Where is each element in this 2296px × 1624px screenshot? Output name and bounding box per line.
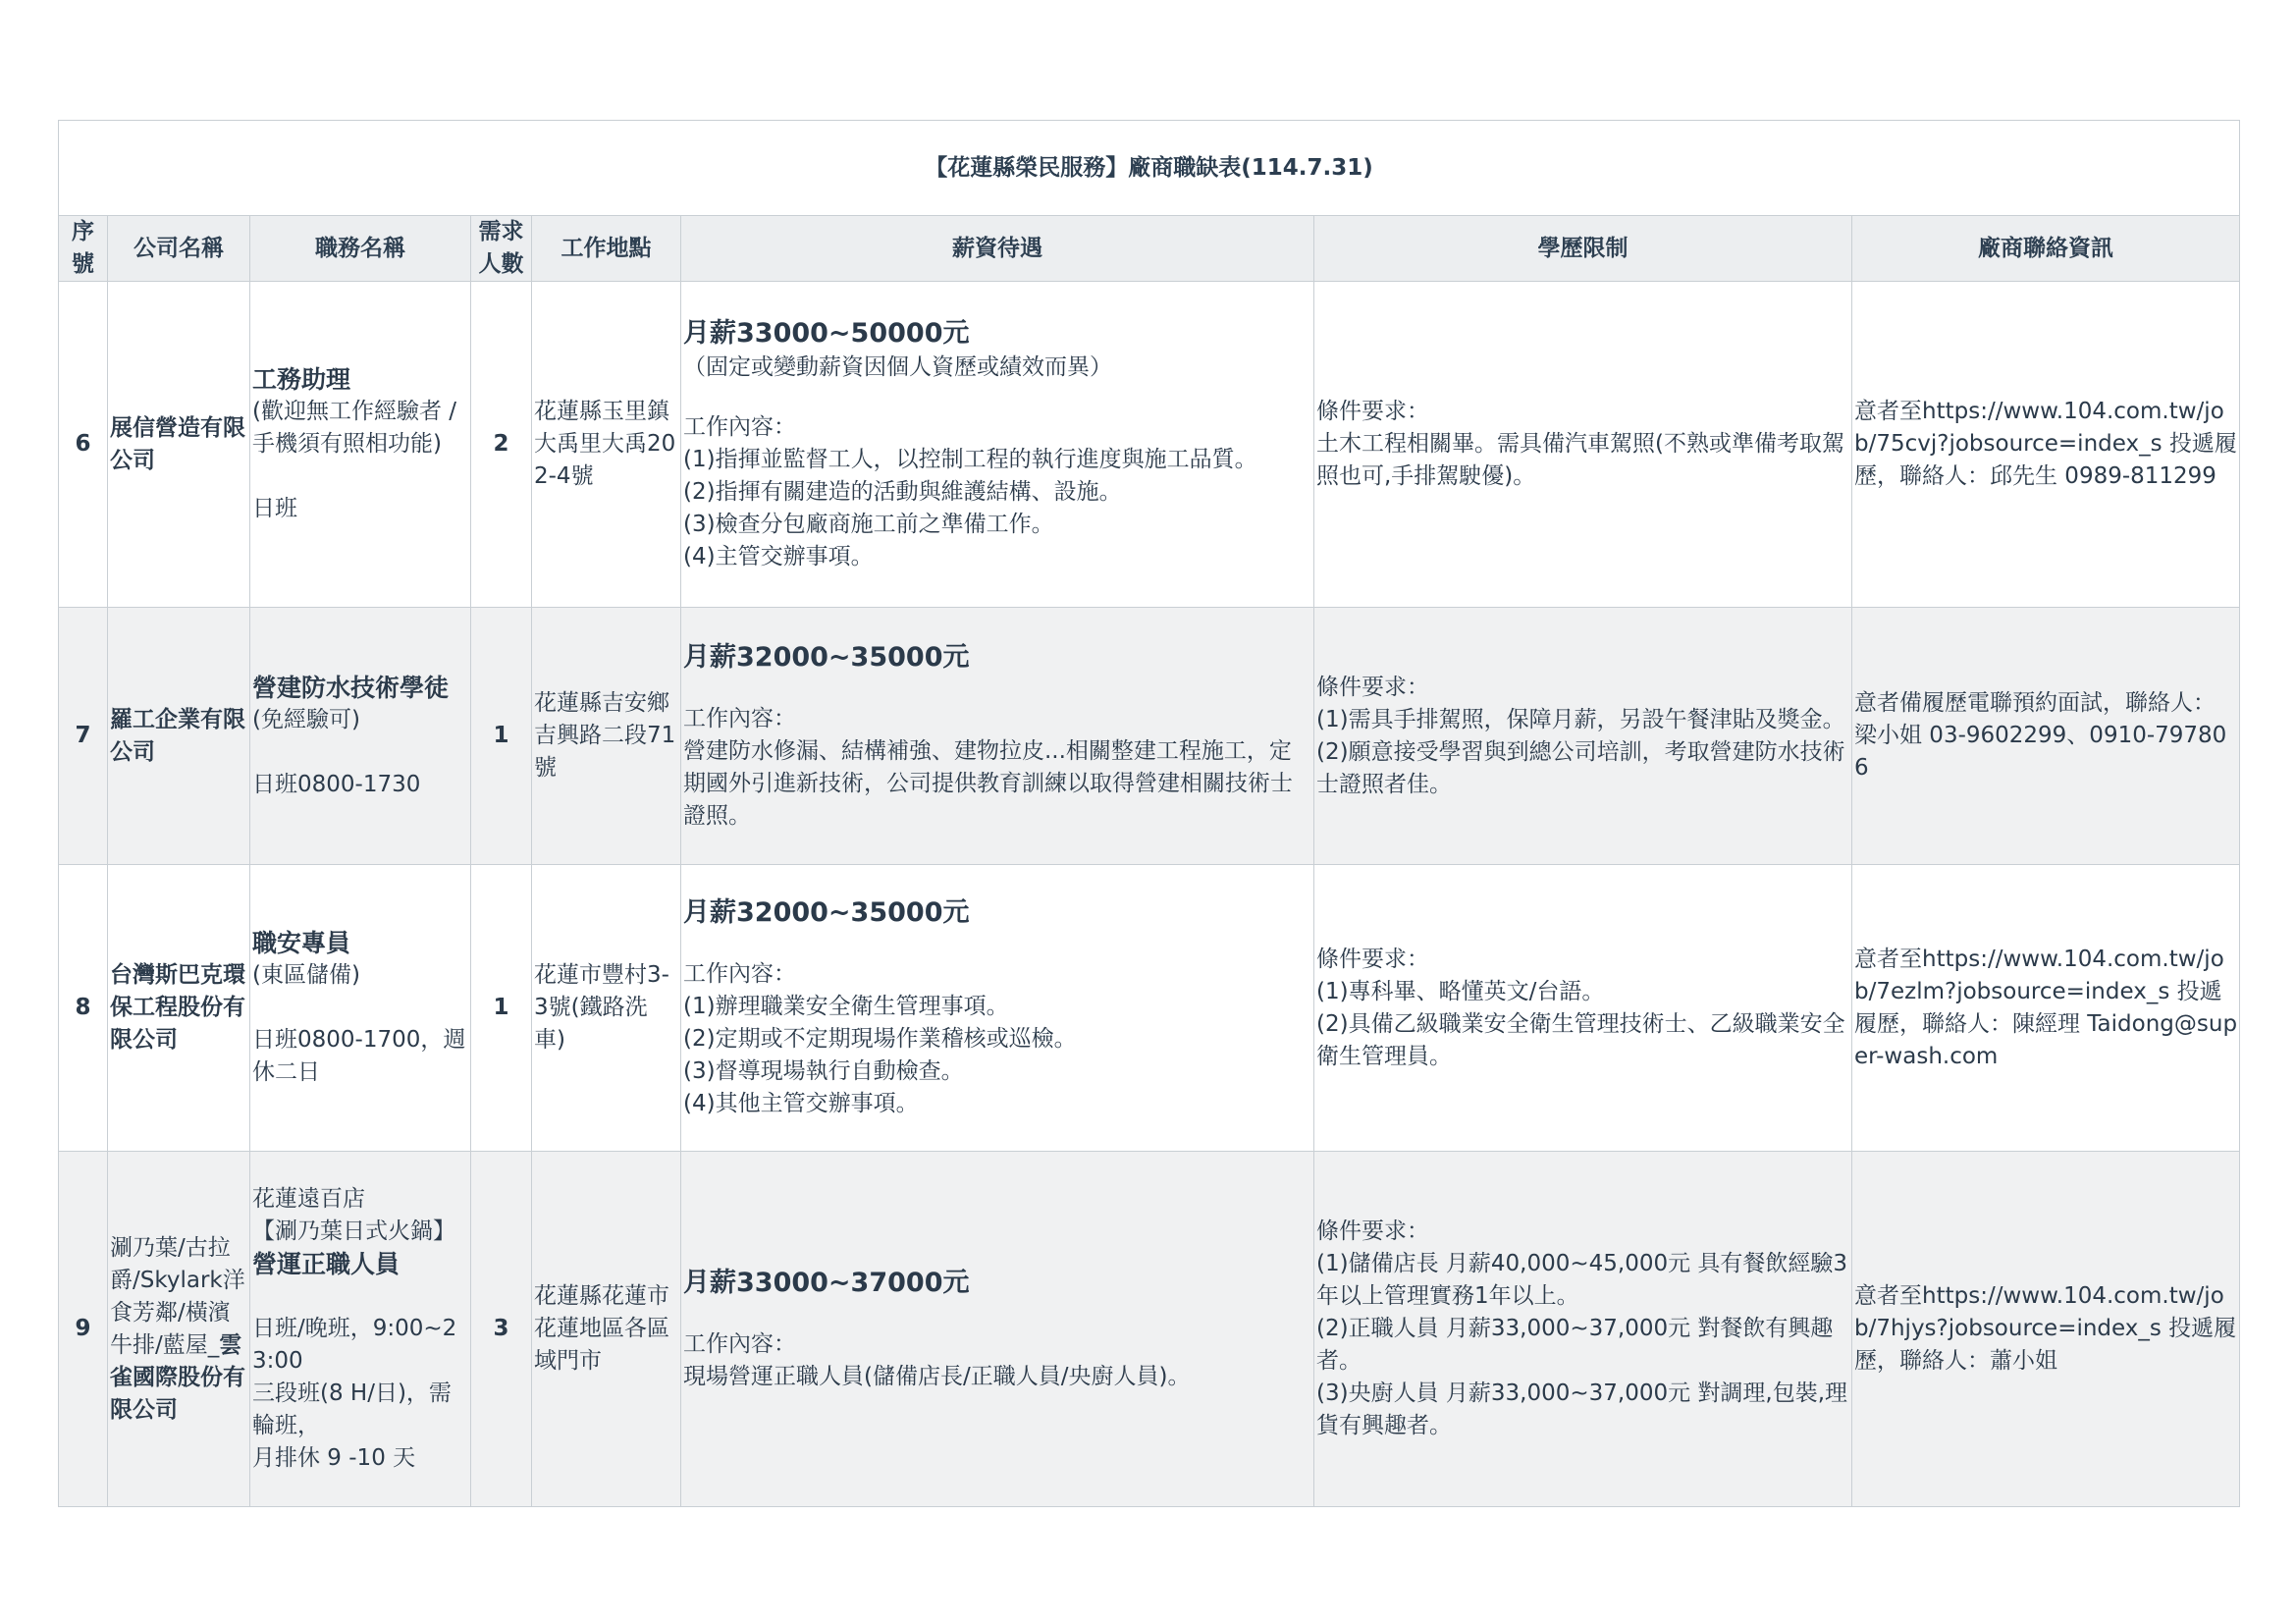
job-store: 花蓮遠百店 (252, 1186, 365, 1212)
company-name: 台灣斯巴克環保工程股份有限公司 (108, 865, 250, 1152)
header-contact: 廠商聯絡資訊 (1852, 216, 2240, 282)
requirement-line: (2)正職人員 月薪33,000~37,000元 對餐飲有興趣者。 (1316, 1316, 1834, 1374)
headcount: 1 (471, 608, 532, 865)
table-row (59, 608, 2240, 865)
table-row (59, 865, 2240, 1152)
company-brands: 涮乃葉/古拉爵/Skylark洋食芳鄰/橫濱牛排/藍屋_ (110, 1234, 245, 1358)
table-row (59, 282, 2240, 608)
work-location: 花蓮市豐村3-3號(鐵路洗車) (532, 865, 681, 1152)
content-label: 工作內容： (683, 705, 796, 731)
job-shift: 三段班(8 H/日)，需輪班， (252, 1380, 452, 1438)
work-location: 花蓮縣吉安鄉吉興路二段71號 (532, 608, 681, 865)
row-number: 8 (59, 865, 108, 1152)
salary-cell (681, 282, 1314, 608)
header-count: 需求人數 (471, 216, 532, 282)
requirements-cell (1314, 282, 1852, 608)
table-row (59, 1152, 2240, 1507)
salary-amount: 月薪33000~37000元 (683, 1267, 970, 1298)
job-note: (歡迎無工作經驗者 / 手機須有照相功能) (252, 399, 457, 457)
row-number: 6 (59, 282, 108, 608)
page-title: 【花蓮縣榮民服務】廠商職缺表(114.7.31) (59, 121, 2240, 216)
job-shift: 日班0800-1700，週休二日 (252, 1027, 466, 1085)
row-number: 7 (59, 608, 108, 865)
company-name (108, 1152, 250, 1507)
content-label: 工作內容： (683, 413, 796, 440)
job-title: 職安專員 (252, 929, 351, 957)
requirement-line: (3)央廚人員 月薪33,000~37,000元 對調理,包裝,理貨有興趣者。 (1316, 1380, 1848, 1438)
requirements-label: 條件要求： (1316, 1218, 1429, 1244)
job-brand: 【涮乃葉日式火鍋】 (252, 1218, 455, 1244)
contact-info: 意者至https://www.104.com.tw/job/7hjys?jobsource=index_s 投遞履歷，聯絡人：蕭小姐 (1852, 1152, 2240, 1507)
requirement-line: (1)儲備店長 月薪40,000~45,000元 具有餐飲經驗3年以上管理實務1年以上。 (1316, 1251, 1848, 1309)
header-location: 工作地點 (532, 216, 681, 282)
header-company: 公司名稱 (108, 216, 250, 282)
salary-amount: 月薪32000~35000元 (683, 897, 970, 928)
content-label: 工作內容： (683, 1330, 796, 1357)
contact-info: 意者至https://www.104.com.tw/job/7ezlm?jobsource=index_s 投遞履歷，聯絡人：陳經理 Taidong@super-wash.com (1852, 865, 2240, 1152)
company-legal-name: 雲雀國際股份有限公司 (110, 1331, 245, 1423)
requirements-cell (1314, 865, 1852, 1152)
job-note: (免經驗可) (252, 706, 360, 732)
salary-cell (681, 608, 1314, 865)
requirements-cell (1314, 1152, 1852, 1507)
salary-cell (681, 1152, 1314, 1507)
content-line: (3)督導現場執行自動檢查。 (683, 1058, 964, 1084)
requirement-line: (1)需具手排駕照，保障月薪，另設午餐津貼及獎金。 (1316, 706, 1845, 732)
headcount: 3 (471, 1152, 532, 1507)
contact-info: 意者至https://www.104.com.tw/job/75cvj?jobsource=index_s 投遞履歷，聯絡人：邱先生 0989-811299 (1852, 282, 2240, 608)
content-line: (1)指揮並監督工人，以控制工程的執行進度與施工品質。 (683, 446, 1257, 472)
requirement-line: (1)專科畢、略懂英文/台語。 (1316, 978, 1605, 1004)
job-shift: 日班 (252, 496, 297, 521)
company-name: 展信營造有限公司 (108, 282, 250, 608)
header-no: 序號 (59, 216, 108, 282)
header-salary: 薪資待遇 (681, 216, 1314, 282)
header-job: 職務名稱 (250, 216, 471, 282)
job-shift: 日班/晚班，9:00~23:00 (252, 1316, 457, 1374)
content-line: (3)檢查分包廠商施工前之準備工作。 (683, 511, 1054, 537)
requirement-line: (2)具備乙級職業安全衛生管理技術士、乙級職業安全衛生管理員。 (1316, 1010, 1845, 1069)
headcount: 2 (471, 282, 532, 608)
job-cell (250, 282, 471, 608)
contact-info: 意者備履歷電聯預約面試，聯絡人：梁小姐 03-9602299、0910-797806 (1852, 608, 2240, 865)
content-line: (2)定期或不定期現場作業稽核或巡檢。 (683, 1026, 1077, 1052)
content-line: 營建防水修漏、結構補強、建物拉皮...相關整建工程施工，定期國外引進新技術，公司提供教育訓練以取得營建相關技術士證照。 (683, 737, 1293, 829)
salary-note: （固定或變動薪資因個人資歷或績效而異） (683, 353, 1112, 380)
job-cell (250, 608, 471, 865)
headcount: 1 (471, 865, 532, 1152)
requirements-label: 條件要求： (1316, 674, 1429, 700)
requirements-label: 條件要求： (1316, 946, 1429, 972)
job-shift: 月排休 9 -10 天 (252, 1445, 416, 1471)
title-row (59, 121, 2240, 216)
job-title: 營建防水技術學徒 (252, 673, 450, 702)
requirement-line: 土木工程相關畢。需具備汽車駕照(不熟或準備考取駕照也可,手排駕駛優)。 (1316, 431, 1844, 489)
header-row (59, 216, 2240, 282)
job-shift: 日班0800-1730 (252, 771, 421, 797)
requirements-label: 條件要求： (1316, 399, 1429, 424)
content-line: (4)其他主管交辦事項。 (683, 1091, 919, 1116)
content-line: 現場營運正職人員(儲備店長/正職人員/央廚人員)。 (683, 1363, 1191, 1389)
content-line: (1)辦理職業安全衛生管理事項。 (683, 994, 1009, 1019)
work-location: 花蓮縣花蓮市花蓮地區各區域門市 (532, 1152, 681, 1507)
salary-amount: 月薪32000~35000元 (683, 641, 970, 673)
content-line: (4)主管交辦事項。 (683, 543, 874, 569)
job-cell (250, 865, 471, 1152)
row-number: 9 (59, 1152, 108, 1507)
content-label: 工作內容： (683, 961, 796, 987)
requirement-line: (2)願意接受學習與到總公司培訓，考取營建防水技術士證照者佳。 (1316, 738, 1845, 797)
header-education: 學歷限制 (1314, 216, 1852, 282)
requirements-cell (1314, 608, 1852, 865)
job-title: 工務助理 (252, 365, 351, 394)
job-note: (東區儲備) (252, 962, 360, 988)
job-vacancy-table (58, 120, 2240, 1507)
job-cell (250, 1152, 471, 1507)
salary-amount: 月薪33000~50000元 (683, 317, 970, 349)
work-location: 花蓮縣玉里鎮大禹里大禹202-4號 (532, 282, 681, 608)
job-title: 營運正職人員 (252, 1250, 400, 1278)
content-line: (2)指揮有關建造的活動與維護結構、設施。 (683, 478, 1122, 505)
salary-cell (681, 865, 1314, 1152)
company-name: 羅工企業有限公司 (108, 608, 250, 865)
